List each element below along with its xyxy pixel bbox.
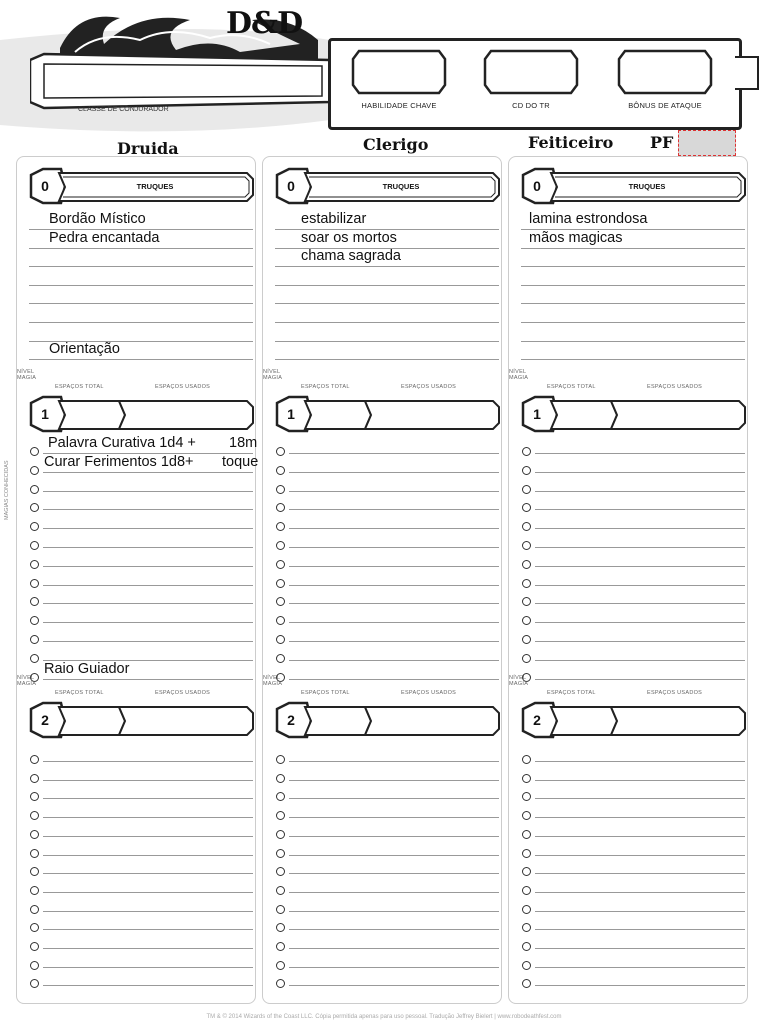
spell-line xyxy=(289,453,499,454)
spell-line xyxy=(289,798,499,799)
spell-line xyxy=(535,509,745,510)
known-spells-vertical-label: MAGIAS CONHECIDAS xyxy=(4,460,10,520)
cantrip-line xyxy=(29,359,253,360)
spell-level-label: NÍVEL MAGIA xyxy=(263,369,283,381)
spell-entry[interactable]: Palavra Curativa 1d4 + xyxy=(48,435,196,451)
spell-line xyxy=(289,472,499,473)
prepared-bubble[interactable] xyxy=(522,923,531,932)
prepared-bubble[interactable] xyxy=(522,635,531,644)
spell-line xyxy=(289,817,499,818)
prepared-bubble[interactable] xyxy=(30,811,39,820)
cantrip-line xyxy=(275,341,499,342)
prepared-bubble[interactable] xyxy=(276,579,285,588)
prepared-bubble[interactable] xyxy=(276,979,285,988)
cantrip-line xyxy=(521,322,745,323)
spell-line xyxy=(289,566,499,567)
spell-line xyxy=(535,780,745,781)
prepared-bubble[interactable] xyxy=(276,830,285,839)
spell-line xyxy=(535,660,745,661)
prepared-bubble[interactable] xyxy=(522,755,531,764)
slots-used-label: ESPAÇOS USADOS xyxy=(401,384,457,390)
prepared-bubble[interactable] xyxy=(276,447,285,456)
prepared-bubble[interactable] xyxy=(30,466,39,475)
class-caster-ribbon xyxy=(30,52,330,110)
cantrip-line xyxy=(521,285,745,286)
spell-line xyxy=(43,873,253,874)
prepared-bubble[interactable] xyxy=(30,774,39,783)
spell-line xyxy=(535,547,745,548)
class-caster-label: CLASSE DE CONJURADOR xyxy=(78,106,169,113)
slots-used-field[interactable] xyxy=(621,403,729,427)
prepared-bubble[interactable] xyxy=(30,979,39,988)
spell-column-1 xyxy=(16,156,259,1004)
spell-level-label: NÍVEL MAGIA xyxy=(17,369,37,381)
hp-label: PF xyxy=(650,133,674,152)
cantrip-line xyxy=(521,248,745,249)
prepared-bubble[interactable] xyxy=(522,849,531,858)
spell-line xyxy=(289,491,499,492)
spell-line xyxy=(535,929,745,930)
spell-line xyxy=(43,547,253,548)
prepared-bubble[interactable] xyxy=(522,961,531,970)
cantrip-line xyxy=(521,341,745,342)
prepared-bubble[interactable] xyxy=(30,867,39,876)
slots-total-label: ESPAÇOS TOTAL xyxy=(55,384,104,390)
prepared-bubble[interactable] xyxy=(522,522,531,531)
cantrip-line xyxy=(29,322,253,323)
spell-line xyxy=(535,641,745,642)
slots-total-label: ESPAÇOS TOTAL xyxy=(55,690,104,696)
prepared-bubble[interactable] xyxy=(522,447,531,456)
spell-line xyxy=(289,985,499,986)
prepared-bubble[interactable] xyxy=(30,616,39,625)
spell-line xyxy=(535,873,745,874)
spell-entry[interactable]: Curar Ferimentos 1d8+ xyxy=(44,453,194,470)
prepared-bubble[interactable] xyxy=(30,792,39,801)
prepared-bubble[interactable] xyxy=(276,635,285,644)
slots-used-label: ESPAÇOS USADOS xyxy=(647,690,703,696)
prepared-bubble[interactable] xyxy=(276,616,285,625)
spell-line xyxy=(43,836,253,837)
save-dc-label: CD DO TR xyxy=(512,101,550,110)
spell-line xyxy=(289,948,499,949)
spell-line xyxy=(43,967,253,968)
spell-line xyxy=(535,679,745,680)
spell-line xyxy=(43,948,253,949)
prepared-bubble[interactable] xyxy=(276,942,285,951)
prepared-bubble[interactable] xyxy=(522,830,531,839)
cantrip-line xyxy=(275,266,499,267)
spell-line xyxy=(289,892,499,893)
cantrip-entry[interactable]: soar os mortos xyxy=(301,229,397,246)
spell-line xyxy=(289,585,499,586)
prepared-bubble[interactable] xyxy=(276,905,285,914)
attack-bonus-label: BÔNUS DE ATAQUE xyxy=(628,101,702,110)
spell-line xyxy=(535,528,745,529)
attack-bonus-field[interactable] xyxy=(617,49,713,95)
level-2-number: 2 xyxy=(533,712,541,728)
column-title-druid: Druida xyxy=(117,139,179,158)
prepared-bubble[interactable] xyxy=(522,867,531,876)
spell-line xyxy=(43,985,253,986)
spell-line xyxy=(535,892,745,893)
spell-range: 18m xyxy=(229,435,258,451)
spell-line xyxy=(289,873,499,874)
slots-total-field[interactable] xyxy=(65,709,117,733)
key-ability-field[interactable] xyxy=(351,49,447,95)
save-dc-field[interactable] xyxy=(483,49,579,95)
slots-used-field[interactable] xyxy=(375,403,483,427)
cantrip-line xyxy=(275,285,499,286)
spell-line xyxy=(535,603,745,604)
dnd-logo: D&D xyxy=(226,6,303,41)
prepared-bubble[interactable] xyxy=(522,774,531,783)
spell-line xyxy=(289,967,499,968)
spell-line xyxy=(535,472,745,473)
prepared-bubble[interactable] xyxy=(522,811,531,820)
spell-line xyxy=(43,679,253,680)
column-title-sorcerer: Feiticeiro xyxy=(528,133,614,152)
prepared-bubble[interactable] xyxy=(30,905,39,914)
spell-level-label: NÍVEL MAGIA xyxy=(509,369,529,381)
spell-line xyxy=(289,855,499,856)
prepared-bubble[interactable] xyxy=(30,560,39,569)
spell-line xyxy=(43,491,253,492)
spell-line xyxy=(43,780,253,781)
cantrip-line xyxy=(29,266,253,267)
prepared-bubble[interactable] xyxy=(522,579,531,588)
spell-level-label: NÍVEL MAGIA xyxy=(509,675,529,687)
spell-line xyxy=(535,817,745,818)
spell-line xyxy=(535,967,745,968)
prepared-bubble[interactable] xyxy=(30,961,39,970)
prepared-bubble[interactable] xyxy=(276,774,285,783)
spell-line xyxy=(289,836,499,837)
prepared-bubble[interactable] xyxy=(522,979,531,988)
prepared-bubble[interactable] xyxy=(276,522,285,531)
spell-line xyxy=(43,585,253,586)
prepared-bubble[interactable] xyxy=(276,961,285,970)
slots-used-label: ESPAÇOS USADOS xyxy=(647,384,703,390)
prepared-bubble[interactable] xyxy=(30,503,39,512)
slots-used-label: ESPAÇOS USADOS xyxy=(155,384,211,390)
slots-used-field[interactable] xyxy=(621,709,729,733)
spell-entry[interactable]: Raio Guiador xyxy=(44,660,130,677)
spell-line xyxy=(43,566,253,567)
prepared-bubble[interactable] xyxy=(276,792,285,801)
spell-line xyxy=(535,855,745,856)
prepared-bubble[interactable] xyxy=(276,755,285,764)
prepared-bubble[interactable] xyxy=(30,597,39,606)
spell-column-3 xyxy=(508,156,748,1004)
level-0-number: 0 xyxy=(287,178,295,194)
prepared-bubble[interactable] xyxy=(276,560,285,569)
cantrips-label: TRUQUES xyxy=(136,182,174,191)
prepared-bubble[interactable] xyxy=(30,522,39,531)
level-1-number: 1 xyxy=(533,406,541,422)
spell-line xyxy=(43,622,253,623)
prepared-bubble[interactable] xyxy=(522,654,531,663)
prepared-bubble[interactable] xyxy=(276,811,285,820)
prepared-bubble[interactable] xyxy=(30,541,39,550)
prepared-bubble[interactable] xyxy=(30,447,39,456)
prepared-bubble[interactable] xyxy=(30,654,39,663)
spell-line xyxy=(535,453,745,454)
level-0-number: 0 xyxy=(533,178,541,194)
spell-line xyxy=(535,585,745,586)
cantrips-label: TRUQUES xyxy=(382,182,420,191)
cantrip-entry[interactable]: chama sagrada xyxy=(301,248,401,265)
prepared-bubble[interactable] xyxy=(522,905,531,914)
slots-total-field[interactable] xyxy=(557,709,609,733)
spell-line xyxy=(43,528,253,529)
level-2-number: 2 xyxy=(287,712,295,728)
prepared-bubble[interactable] xyxy=(522,792,531,801)
prepared-bubble[interactable] xyxy=(30,830,39,839)
prepared-bubble[interactable] xyxy=(30,635,39,644)
spell-line xyxy=(289,528,499,529)
cantrip-line xyxy=(521,359,745,360)
slots-used-field[interactable] xyxy=(129,403,237,427)
cantrip-line xyxy=(275,322,499,323)
prepared-bubble[interactable] xyxy=(276,886,285,895)
cantrip-entry[interactable]: Bordão Místico xyxy=(49,211,146,227)
prepared-bubble[interactable] xyxy=(522,616,531,625)
spell-line xyxy=(289,622,499,623)
spell-line xyxy=(289,679,499,680)
slots-total-field[interactable] xyxy=(557,403,609,427)
spell-line xyxy=(43,929,253,930)
spell-line xyxy=(535,622,745,623)
spell-column-2 xyxy=(262,156,502,1004)
spell-line xyxy=(43,761,253,762)
slots-total-field[interactable] xyxy=(65,403,117,427)
prepared-bubble[interactable] xyxy=(522,485,531,494)
spell-line xyxy=(289,780,499,781)
prepared-bubble[interactable] xyxy=(30,923,39,932)
panel-end-tab xyxy=(735,56,759,90)
spell-level-label: NÍVEL MAGIA xyxy=(263,675,283,687)
spell-line xyxy=(43,641,253,642)
spell-line xyxy=(535,491,745,492)
spell-line xyxy=(289,761,499,762)
cantrip-line xyxy=(29,303,253,304)
cantrip-entry[interactable]: Orientação xyxy=(49,341,120,358)
cantrip-line xyxy=(29,248,253,249)
cantrip-line xyxy=(275,359,499,360)
cantrip-entry[interactable]: mãos magicas xyxy=(529,229,623,246)
slots-used-field[interactable] xyxy=(375,709,483,733)
prepared-bubble[interactable] xyxy=(522,466,531,475)
cantrip-line xyxy=(275,303,499,304)
spell-line xyxy=(43,509,253,510)
cantrip-line xyxy=(521,303,745,304)
slots-total-label: ESPAÇOS TOTAL xyxy=(301,690,350,696)
prepared-bubble[interactable] xyxy=(30,849,39,858)
cantrip-entry[interactable]: estabilizar xyxy=(301,211,367,227)
spell-level-label: NÍVEL MAGIA xyxy=(17,675,37,687)
level-0-number: 0 xyxy=(41,178,49,194)
spell-line xyxy=(535,566,745,567)
prepared-bubble[interactable] xyxy=(276,503,285,512)
prepared-bubble[interactable] xyxy=(30,755,39,764)
spell-line xyxy=(289,911,499,912)
hp-field[interactable] xyxy=(678,130,736,156)
prepared-bubble[interactable] xyxy=(30,485,39,494)
spell-line xyxy=(535,761,745,762)
slots-used-label: ESPAÇOS USADOS xyxy=(155,690,211,696)
cantrip-line xyxy=(521,266,745,267)
spell-line xyxy=(43,603,253,604)
cantrip-entry[interactable]: Pedra encantada xyxy=(49,229,160,246)
key-ability-label: HABILIDADE CHAVE xyxy=(361,101,437,110)
slots-used-label: ESPAÇOS USADOS xyxy=(401,690,457,696)
spell-line xyxy=(535,948,745,949)
level-2-number: 2 xyxy=(41,712,49,728)
prepared-bubble[interactable] xyxy=(276,923,285,932)
slots-total-field[interactable] xyxy=(311,709,363,733)
column-title-cleric: Clerigo xyxy=(363,135,429,154)
copyright-footer: TM & © 2014 Wizards of the Coast LLC. Cópia permitida apenas para uso pessoal. Tradução Jeffrey Bielert | www.robodeathfest.com xyxy=(206,1014,562,1020)
prepared-bubble[interactable] xyxy=(522,560,531,569)
spell-line xyxy=(289,929,499,930)
prepared-bubble[interactable] xyxy=(30,886,39,895)
spell-line xyxy=(535,836,745,837)
prepared-bubble[interactable] xyxy=(276,867,285,876)
prepared-bubble[interactable] xyxy=(30,579,39,588)
spell-line xyxy=(289,641,499,642)
spellcasting-stats-panel xyxy=(328,38,742,130)
slots-total-label: ESPAÇOS TOTAL xyxy=(547,690,596,696)
slots-used-field[interactable] xyxy=(129,709,237,733)
prepared-bubble[interactable] xyxy=(522,942,531,951)
spell-line xyxy=(43,472,253,473)
spell-line xyxy=(289,603,499,604)
prepared-bubble[interactable] xyxy=(276,541,285,550)
prepared-bubble[interactable] xyxy=(522,597,531,606)
prepared-bubble[interactable] xyxy=(522,886,531,895)
prepared-bubble[interactable] xyxy=(522,503,531,512)
spell-line xyxy=(43,817,253,818)
slots-total-field[interactable] xyxy=(311,403,363,427)
sheet-header xyxy=(0,0,768,135)
spell-line xyxy=(43,798,253,799)
cantrip-entry[interactable]: lamina estrondosa xyxy=(529,211,648,227)
spell-line xyxy=(535,798,745,799)
level-1-number: 1 xyxy=(287,406,295,422)
slots-total-label: ESPAÇOS TOTAL xyxy=(301,384,350,390)
level-1-number: 1 xyxy=(41,406,49,422)
spell-line xyxy=(289,509,499,510)
prepared-bubble[interactable] xyxy=(276,597,285,606)
spell-line xyxy=(289,660,499,661)
cantrips-label: TRUQUES xyxy=(628,182,666,191)
prepared-bubble[interactable] xyxy=(522,541,531,550)
prepared-bubble[interactable] xyxy=(276,849,285,858)
prepared-bubble[interactable] xyxy=(276,654,285,663)
spell-line xyxy=(43,911,253,912)
spell-line xyxy=(43,855,253,856)
spell-line xyxy=(535,985,745,986)
cantrip-line xyxy=(29,285,253,286)
spell-range: toque xyxy=(222,453,259,470)
spell-line xyxy=(43,892,253,893)
slots-total-label: ESPAÇOS TOTAL xyxy=(547,384,596,390)
prepared-bubble[interactable] xyxy=(276,485,285,494)
spell-line xyxy=(535,911,745,912)
spell-line xyxy=(289,547,499,548)
prepared-bubble[interactable] xyxy=(276,466,285,475)
prepared-bubble[interactable] xyxy=(30,942,39,951)
